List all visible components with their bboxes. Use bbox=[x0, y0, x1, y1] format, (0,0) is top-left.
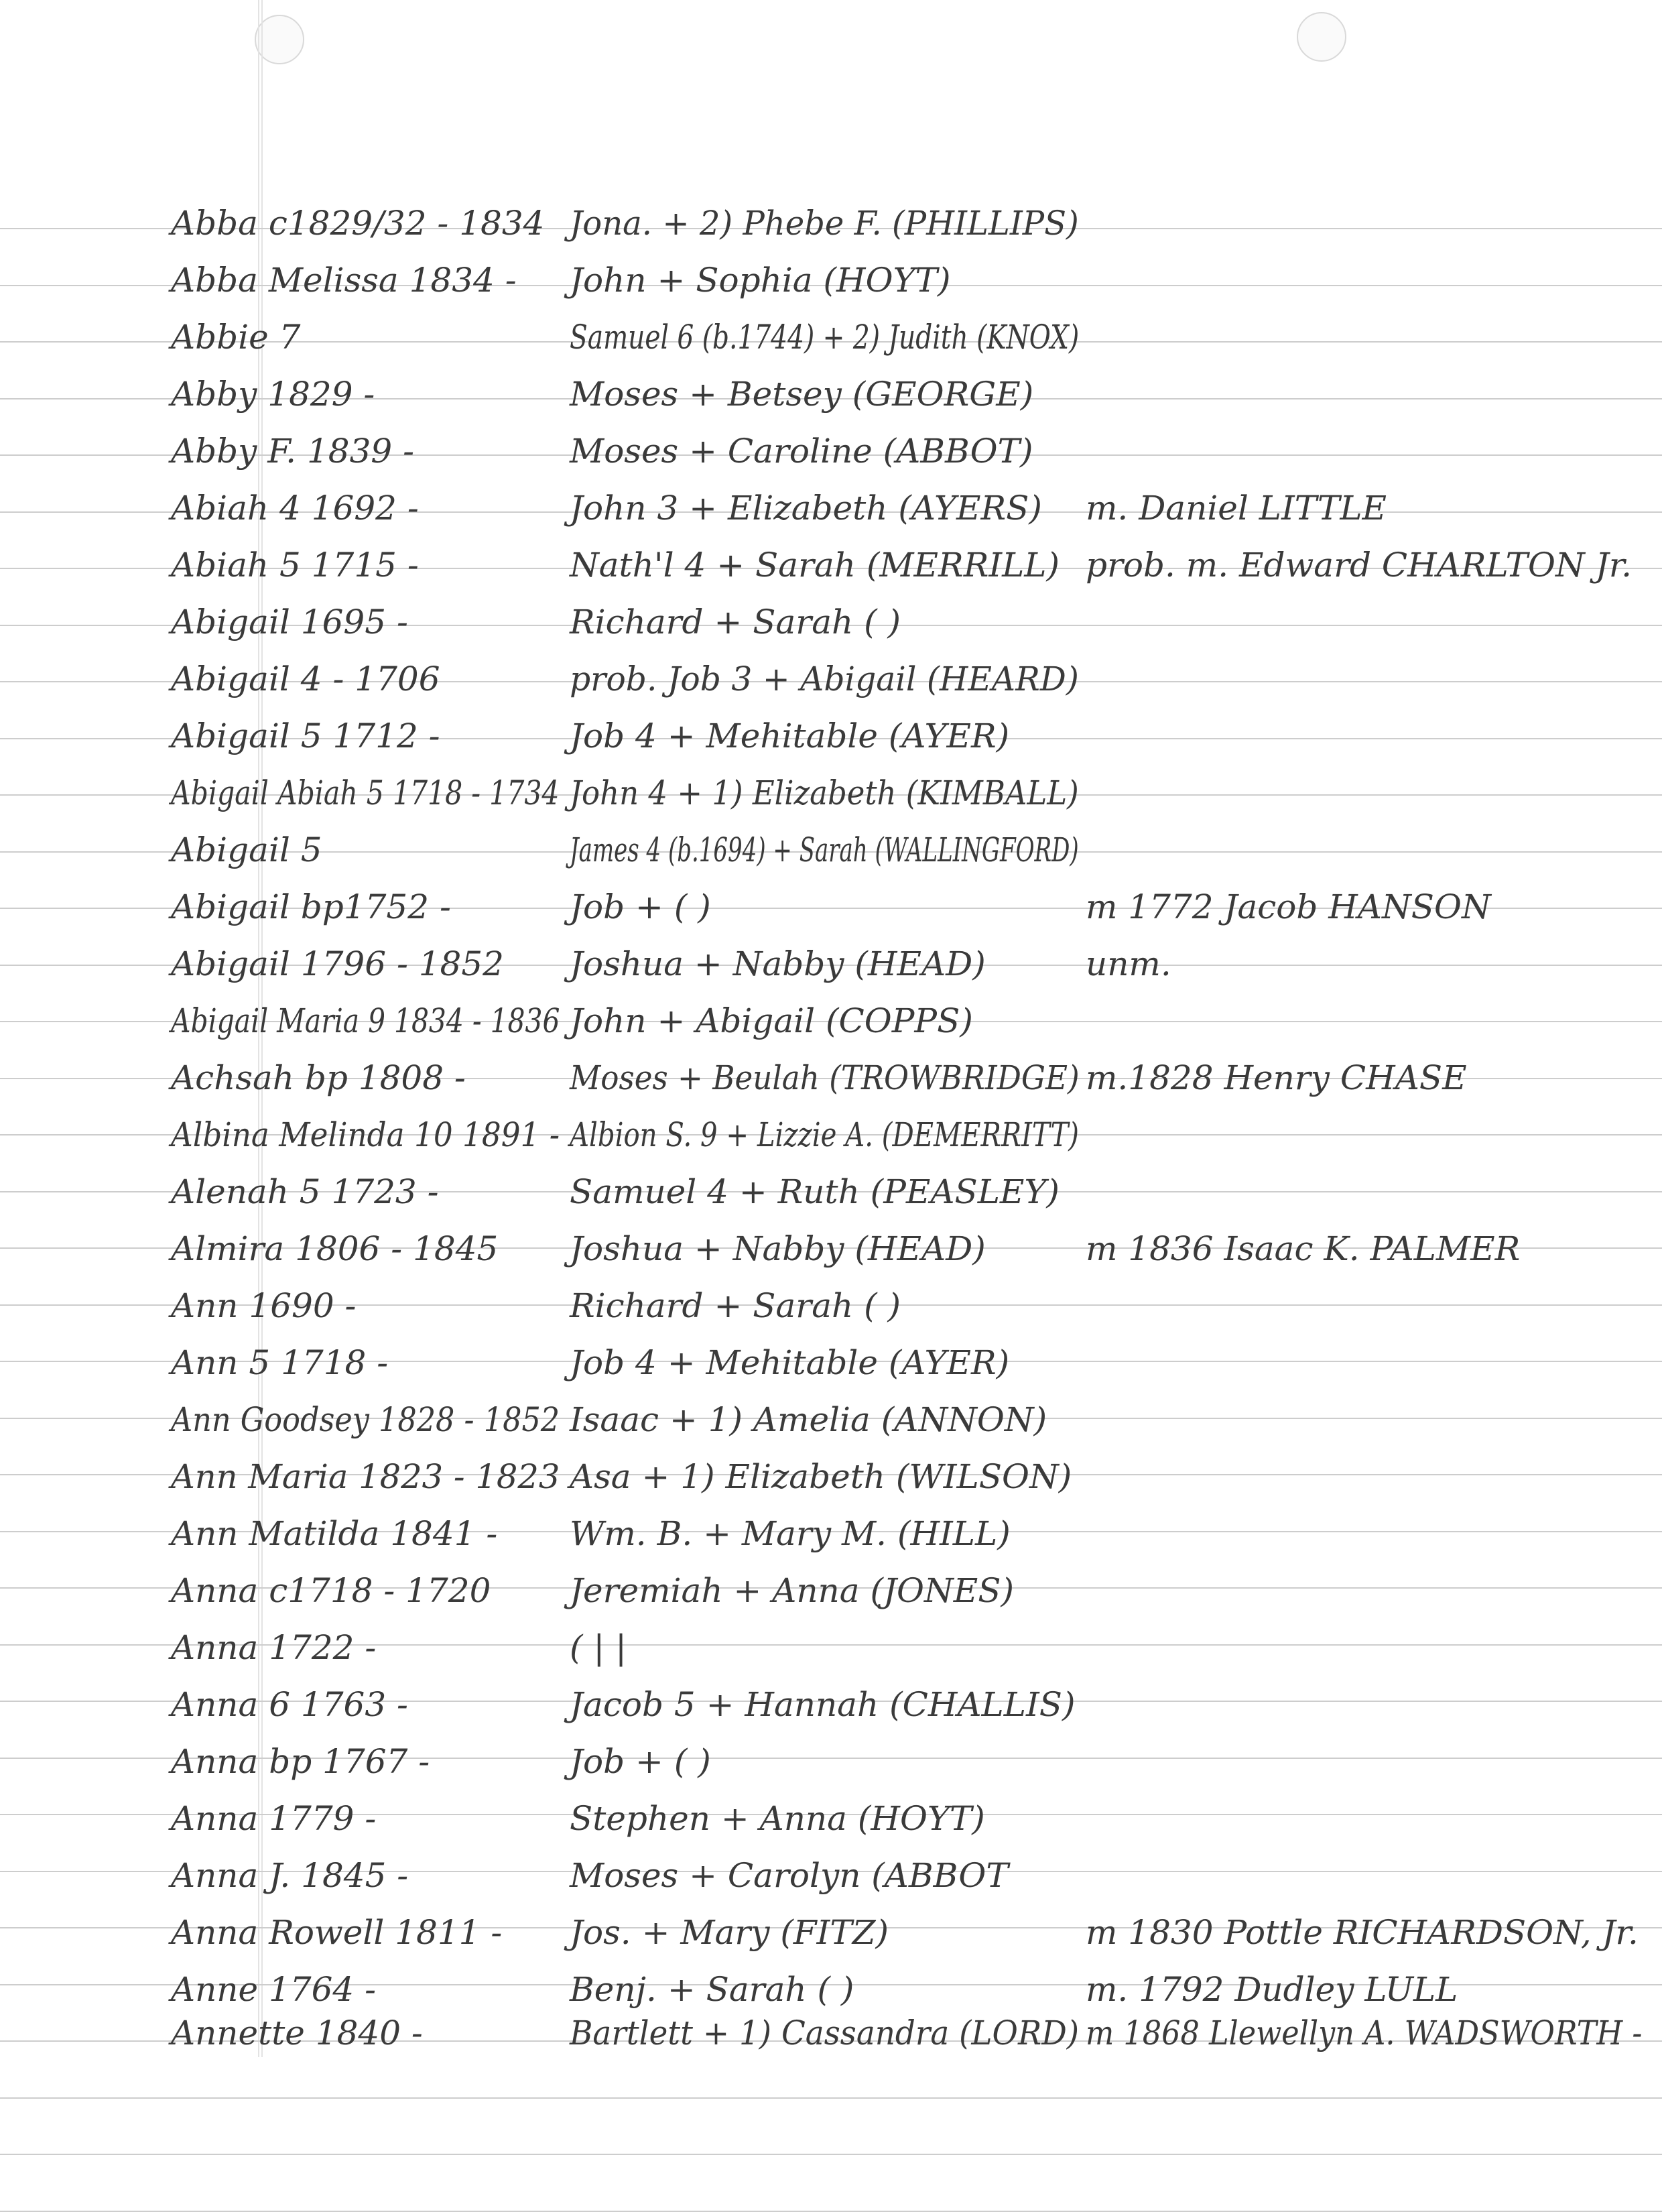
entry-parents: Asa + 1) Elizabeth (WILSON) bbox=[570, 1457, 1072, 1496]
entry-name: Anna Rowell 1811 - bbox=[171, 1913, 503, 1952]
entry-name: Almira 1806 - 1845 bbox=[171, 1229, 499, 1268]
list-item bbox=[0, 1682, 1662, 1727]
entry-parents: Moses + Beulah (TROWBRIDGE) bbox=[570, 1058, 1080, 1097]
entry-note: m 1772 Jacob HANSON bbox=[1086, 887, 1491, 926]
entry-parents: Jos. + Mary (FITZ) bbox=[570, 1913, 889, 1952]
entry-name: Abbie 7 bbox=[171, 318, 301, 357]
entry-parents: Moses + Caroline (ABBOT) bbox=[570, 432, 1033, 471]
list-item bbox=[0, 1227, 1662, 1271]
entry-name: Abigail 1796 - 1852 bbox=[171, 944, 504, 983]
entry-name: Abiah 4 1692 - bbox=[171, 489, 419, 528]
list-item bbox=[0, 1056, 1662, 1100]
entry-name: Abigail 5 bbox=[171, 831, 322, 869]
entry-parents: Joshua + Nabby (HEAD) bbox=[570, 944, 986, 983]
entry-name: Anna c1718 - 1720 bbox=[171, 1571, 491, 1610]
list-item bbox=[0, 201, 1662, 245]
entry-note: m. 1792 Dudley LULL bbox=[1086, 1970, 1458, 2009]
entry-parents: John + Sophia (HOYT) bbox=[570, 261, 951, 300]
list-item bbox=[0, 1170, 1662, 1214]
list-item bbox=[0, 1284, 1662, 1328]
entry-parents: Richard + Sarah ( ) bbox=[570, 603, 901, 641]
list-item bbox=[0, 885, 1662, 929]
list-item bbox=[0, 1569, 1662, 1613]
entry-parents: Job 4 + Mehitable (AYER) bbox=[570, 717, 1010, 755]
list-item bbox=[0, 1625, 1662, 1670]
entry-parents: Job + ( ) bbox=[570, 1742, 711, 1781]
entry-name: Achsah bp 1808 - bbox=[171, 1058, 466, 1097]
entry-parents: ( | | bbox=[570, 1628, 627, 1667]
entry-parents: prob. Job 3 + Abigail (HEARD) bbox=[570, 660, 1079, 698]
entry-name: Ann 1690 - bbox=[171, 1286, 357, 1325]
ruled-line bbox=[0, 2154, 1662, 2155]
entry-note: unm. bbox=[1086, 944, 1171, 983]
entry-name: Abigail 4 - 1706 bbox=[171, 660, 440, 698]
entry-name: Ann Matilda 1841 - bbox=[171, 1514, 498, 1553]
list-item bbox=[0, 1796, 1662, 1841]
entry-parents: John 4 + 1) Elizabeth (KIMBALL) bbox=[570, 774, 1079, 812]
punch-hole-right bbox=[1297, 12, 1346, 62]
list-item bbox=[0, 942, 1662, 986]
entry-name: Anna J. 1845 - bbox=[171, 1856, 409, 1895]
list-item bbox=[0, 1967, 1662, 2012]
entry-name: Anna 1722 - bbox=[171, 1628, 377, 1667]
list-item bbox=[0, 486, 1662, 530]
list-item bbox=[0, 543, 1662, 587]
entry-name: Abby F. 1839 - bbox=[171, 432, 414, 471]
entry-parents: John 3 + Elizabeth (AYERS) bbox=[570, 489, 1042, 528]
entry-name: Abigail 1695 - bbox=[171, 603, 408, 641]
entry-name: Ann Maria 1823 - 1823 bbox=[171, 1457, 560, 1496]
entry-parents: James 4 (b.1694) + Sarah (WALLINGFORD) bbox=[570, 831, 1079, 869]
entry-note: m. Daniel LITTLE bbox=[1086, 489, 1387, 528]
entry-note: prob. m. Edward CHARLTON Jr. bbox=[1086, 546, 1632, 585]
list-item bbox=[0, 429, 1662, 473]
entry-name: Abba c1829/32 - 1834 bbox=[171, 204, 545, 243]
entry-name: Alenah 5 1723 - bbox=[171, 1172, 439, 1211]
entry-parents: Moses + Carolyn (ABBOT bbox=[570, 1856, 1009, 1895]
list-item bbox=[0, 315, 1662, 359]
list-item bbox=[0, 771, 1662, 815]
entry-parents: Jona. + 2) Phebe F. (PHILLIPS) bbox=[570, 204, 1079, 243]
entry-parents: Job + ( ) bbox=[570, 887, 711, 926]
entry-name: Abiah 5 1715 - bbox=[171, 546, 419, 585]
entry-parents: Job 4 + Mehitable (AYER) bbox=[570, 1343, 1010, 1382]
entry-parents: Joshua + Nabby (HEAD) bbox=[570, 1229, 986, 1268]
entry-note: m 1830 Pottle RICHARDSON, Jr. bbox=[1086, 1913, 1639, 1952]
list-item bbox=[0, 714, 1662, 758]
entry-parents: Jeremiah + Anna (JONES) bbox=[570, 1571, 1014, 1610]
entry-parents: Moses + Betsey (GEORGE) bbox=[570, 375, 1034, 414]
entry-name: Anna 1779 - bbox=[171, 1799, 377, 1838]
list-item bbox=[0, 1739, 1662, 1784]
list-item bbox=[0, 1853, 1662, 1898]
list-item bbox=[0, 828, 1662, 872]
entry-parents: Samuel 6 (b.1744) + 2) Judith (KNOX) bbox=[570, 318, 1080, 357]
list-item bbox=[0, 600, 1662, 644]
entry-name: Anne 1764 - bbox=[171, 1970, 377, 2009]
entry-name: Abigail Abiah 5 1718 - 1734 bbox=[171, 774, 560, 812]
list-item bbox=[0, 1910, 1662, 1955]
list-item bbox=[0, 258, 1662, 302]
entry-parents: Benj. + Sarah ( ) bbox=[570, 1970, 854, 2009]
entry-name: Abby 1829 - bbox=[171, 375, 375, 414]
entry-parents: John + Abigail (COPPS) bbox=[570, 1001, 973, 1040]
list-item bbox=[0, 1398, 1662, 1442]
entry-parents: Samuel 4 + Ruth (PEASLEY) bbox=[570, 1172, 1060, 1211]
ruled-line bbox=[0, 2097, 1662, 2099]
entry-parents: Richard + Sarah ( ) bbox=[570, 1286, 901, 1325]
entry-note: m 1868 Llewellyn A. WADSWORTH - bbox=[1086, 2014, 1643, 2052]
list-item bbox=[0, 1512, 1662, 1556]
entry-name: Abigail 5 1712 - bbox=[171, 717, 440, 755]
entry-name: Ann Goodsey 1828 - 1852 bbox=[171, 1400, 560, 1439]
entry-name: Anna 6 1763 - bbox=[171, 1685, 408, 1724]
entry-note: m 1836 Isaac K. PALMER bbox=[1086, 1229, 1521, 1268]
entry-parents: Stephen + Anna (HOYT) bbox=[570, 1799, 985, 1838]
list-item bbox=[0, 1455, 1662, 1499]
entry-note: m.1828 Henry CHASE bbox=[1086, 1058, 1467, 1097]
entry-name: Abigail bp1752 - bbox=[171, 887, 451, 926]
entry-name: Albina Melinda 10 1891 - bbox=[171, 1115, 560, 1154]
entry-name: Annette 1840 - bbox=[171, 2014, 423, 2052]
entry-parents: Jacob 5 + Hannah (CHALLIS) bbox=[570, 1685, 1076, 1724]
list-item bbox=[0, 1341, 1662, 1385]
entry-parents: Wm. B. + Mary M. (HILL) bbox=[570, 1514, 1011, 1553]
entry-parents: Nath'l 4 + Sarah (MERRILL) bbox=[570, 546, 1060, 585]
list-item bbox=[0, 657, 1662, 701]
list-item bbox=[0, 372, 1662, 416]
list-item bbox=[0, 999, 1662, 1043]
entry-parents: Albion S. 9 + Lizzie A. (DEMERRITT) bbox=[570, 1115, 1079, 1154]
entry-parents: Bartlett + 1) Cassandra (LORD) bbox=[570, 2014, 1080, 2052]
list-item bbox=[0, 1113, 1662, 1157]
entry-parents: Isaac + 1) Amelia (ANNON) bbox=[570, 1400, 1047, 1439]
entry-name: Ann 5 1718 - bbox=[171, 1343, 389, 1382]
list-item bbox=[0, 2011, 1662, 2055]
entry-name: Anna bp 1767 - bbox=[171, 1742, 430, 1781]
entry-name: Abigail Maria 9 1834 - 1836 bbox=[171, 1001, 560, 1040]
entry-name: Abba Melissa 1834 - bbox=[171, 261, 517, 300]
